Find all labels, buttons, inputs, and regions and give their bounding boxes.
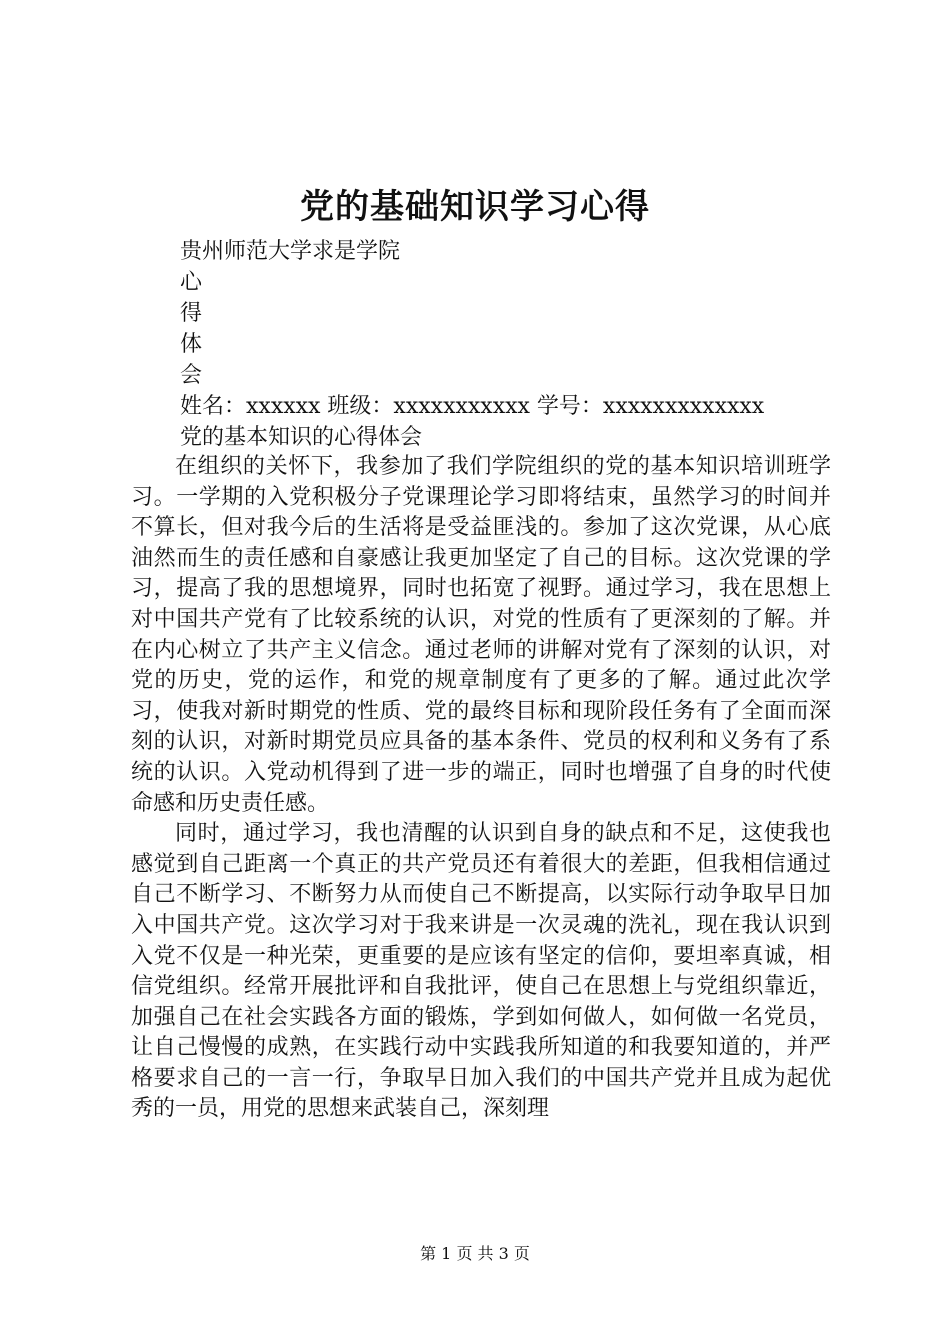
vertical-char-4: 会: [180, 363, 203, 388]
body-text: [131, 452, 831, 1125]
section-heading: 党的基本知识的心得体会: [180, 425, 423, 450]
school-name: 贵州师范大学求是学院: [180, 239, 401, 264]
paragraph: 在组织的关怀下，我参加了我们学院组织的党的基本知识培训班学习。一学期的入党积极分子党课理论学习即将结束，虽然学习的时间并不算长，但对我今后的生活将是受益匪浅的。参加了这次党课，从心底油然而生的责任感和自豪感让我更加坚定了自己的目标。这次党课的学习，提高了我的思想境界，同时也拓宽了视野。通过学习，我在思想上对中国共产党有了比较系统的认识，对党的性质有了更深刻的了解。并在内心树立了共产主义信念。通过老师的讲解对党有了深刻的认识，对党的历史，党的运作，和党的规章制度有了更多的了解。通过此次学习，使我对新时期党的性质、党的最终目标和现阶段任务有了全面而深刻的认识，对新时期党员应具备的基本条件、党员的权利和义务有了系统的认识。入党动机得到了进一步的端正，同时也增强了自身的时代使命感和历史责任感。: [131, 454, 831, 816]
document-title: 党的基础知识学习心得: [300, 187, 650, 227]
vertical-char-1: 心: [180, 270, 203, 295]
vertical-char-2: 得: [180, 301, 203, 326]
header-block: [180, 236, 880, 453]
student-info-line: 姓名：xxxxxx 班级：xxxxxxxxxxx 学号：xxxxxxxxxxxxx: [180, 394, 765, 419]
paragraph: 同时，通过学习，我也清醒的认识到自身的缺点和不足，这使我也感觉到自己距离一个真正的共产党员还有着很大的差距，但我相信通过自己不断学习、不断努力从而使自己不断提高，以实际行动争取早日加入中国共产党。这次学习对于我来讲是一次灵魂的洗礼，现在我认识到入党不仅是一种光荣，更重要的是应该有坚定的信仰，要坦率真诚，相信党组织。经常开展批评和自我批评，使自己在思想上与党组织靠近，加强自己在社会实践各方面的锻炼，学到如何做人，如何做一名党员，让自己慢慢的成熟，在实践行动中实践我所知道的和我要知道的，并严格要求自己的一言一行，争取早日加入我们的中国共产党并且成为起优秀的一员，用党的思想来武装自己，深刻理: [131, 821, 831, 1122]
vertical-char-3: 体: [180, 332, 203, 357]
page-footer: 第 1 页 共 3 页: [420, 1244, 530, 1263]
